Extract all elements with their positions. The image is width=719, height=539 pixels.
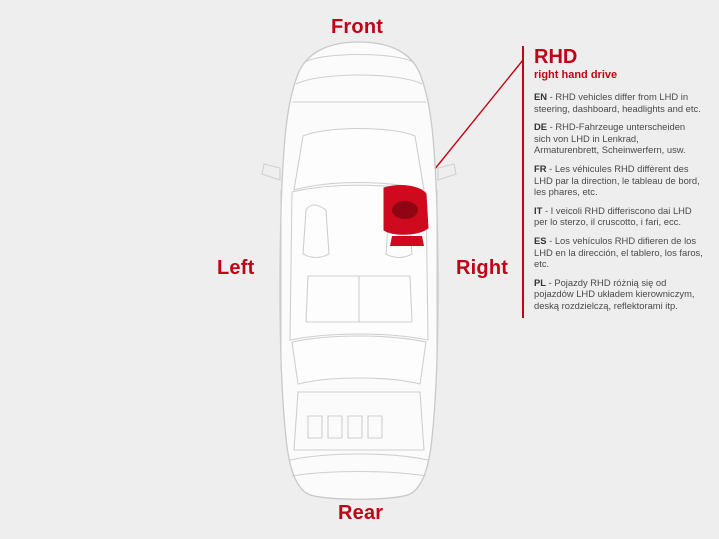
description-entry-es	[534, 235, 704, 270]
description-text: - Pojazdy RHD różnią się od pojazdów LHD układem kierowniczym, deską rozdzielczą, reflektorami itp.	[534, 276, 695, 311]
orientation-label-right: Right	[456, 257, 509, 279]
description-entry-fr	[534, 163, 704, 198]
description-lang-code: DE	[534, 121, 548, 133]
description-lang-code: FR	[534, 162, 547, 174]
info-panel	[522, 46, 704, 318]
orientation-label-left: Left	[217, 257, 255, 279]
description-text: - RHD-Fahrzeuge unterscheiden sich von LHD in Lenkrad, Armaturenbrett, Scheinwerfern, usw.	[534, 121, 686, 156]
description-entry-de	[534, 121, 704, 156]
description-lang-code: ES	[534, 234, 547, 246]
description-text: - I veicoli RHD differiscono dai LHD per lo sterzo, il cruscotto, i fari, ecc.	[534, 204, 692, 228]
description-text: - Los vehículos RHD difieren de los LHD en la dirección, el tablero, los faros, etc.	[534, 234, 703, 270]
car-top-view-illustration	[248, 40, 470, 500]
description-text: - RHD vehicles differ from LHD in steering, dashboard, headlights and etc.	[534, 91, 701, 114]
description-list	[534, 91, 704, 312]
description-lang-code: PL	[534, 276, 546, 288]
orientation-label-front: Front	[331, 16, 384, 38]
description-entry-en	[534, 91, 704, 114]
description-entry-pl	[534, 277, 704, 312]
description-text: - Les véhicules RHD diffèrent des LHD par la direction, le tableau de bord, les phares, etc.	[534, 162, 700, 198]
description-entry-it	[534, 205, 704, 228]
description-lang-code: IT	[534, 204, 543, 216]
description-lang-code: EN	[534, 91, 548, 102]
orientation-label-rear: Rear	[338, 502, 384, 524]
info-title: RHD	[534, 46, 578, 68]
info-subtitle: right hand drive	[534, 69, 618, 81]
